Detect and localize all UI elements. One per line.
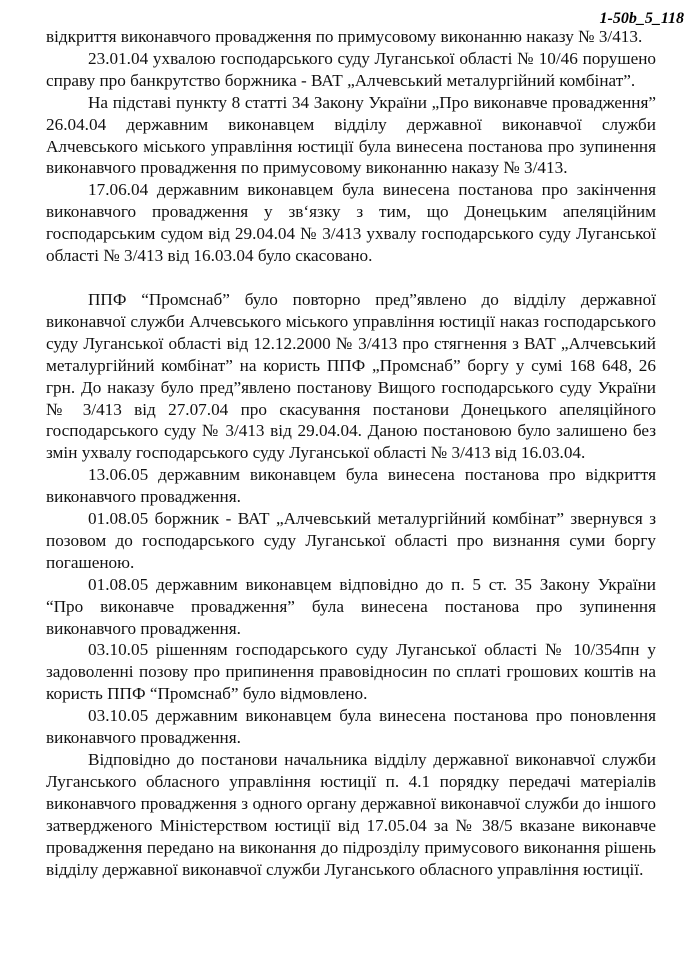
- paragraph-9: 03.10.05 рішенням господарського суду Луганської області № 10/354пн у задоволенні позову про припинення правовідносин по сплаті грошових коштів на користь ППФ “Промснаб” було відмовлено.: [46, 640, 656, 704]
- paragraph-4: 17.06.04 державним виконавцем була винесена постанова про закінчення виконавчого провадження у зв‘язку з тим, що Донецьким апеляційним господарським судом від 29.04.04 № 3/413 ухвалу господарського суду Луганської області № 3/413 від 16.03.04 було скасовано.: [46, 180, 656, 266]
- paragraph-3: На підставі пункту 8 статті 34 Закону України „Про виконавче провадження” 26.04.04 державним виконавцем відділу державної виконавчої служби Алчевського міського управління юстиції була винесена постанова про зупинення виконавчого провадження по примусовому виконанню наказу № 3/413.: [46, 92, 656, 178]
- paragraph-8: 01.08.05 державним виконавцем відповідно до п. 5 ст. 35 Закону України “Про виконавче провадження” була винесена постанова про зупинення виконавчого провадження.: [46, 574, 656, 638]
- document-id: 1-50b_5_118: [599, 10, 684, 27]
- paragraph-6: 13.06.05 державним виконавцем була винесена постанова про відкриття виконавчого провадження.: [46, 465, 656, 507]
- paragraph-7: 01.08.05 боржник - ВАТ „Алчевський металургійний комбінат” звернувся з позовом до господарського суду Луганської області про визнання суми боргу погашеною.: [46, 509, 656, 572]
- paragraph-11: Відповідно до постанови начальника відділу державної виконавчої служби Луганського обласного управління юстиції п. 4.1 порядку передачі матеріалів виконавчого провадження з одного органу державної виконавчої служби до іншого затвердженого Міністерством юстиції від 17.05.04 за № 38/5 вказане виконавче провадження передано на виконання до підрозділу примусового виконання рішень відділу державної виконавчої служби Луганського обласного управління юстиції.: [46, 750, 656, 879]
- paragraph-1: відкриття виконавчого провадження по примусовому виконанню наказу № 3/413.: [46, 27, 643, 46]
- paragraph-2: 23.01.04 ухвалою господарського суду Луганської області № 10/46 порушено справу про банкрутство боржника - ВАТ „Алчевський металургійний комбінат”.: [46, 48, 656, 90]
- paragraph-10: 03.10.05 державним виконавцем була винесена постанова про поновлення виконавчого провадження.: [46, 706, 656, 748]
- paragraph-5: ППФ “Промснаб” було повторно пред”явлено до відділу державної виконавчої служби Алчевського міського управління юстиції наказ господарського суду Луганської області від 12.12.2000 № 3/413 про стягнення з ВАТ „Алчевський металургійний комбінат” на користь ППФ „Промснаб” боргу у сумі 168 648, 26 грн. До наказу було пред”явлено постанову Вищого господарського суду України № 3/413 від 27.07.04 про скасування постанови Донецького апеляційного господарського суду № 3/413 від 29.04.04. Даною постановою було залишено без змін ухвалу господарського суду Луганської області № 3/413 від 16.03.04.: [46, 289, 656, 463]
- document-body: [46, 26, 656, 880]
